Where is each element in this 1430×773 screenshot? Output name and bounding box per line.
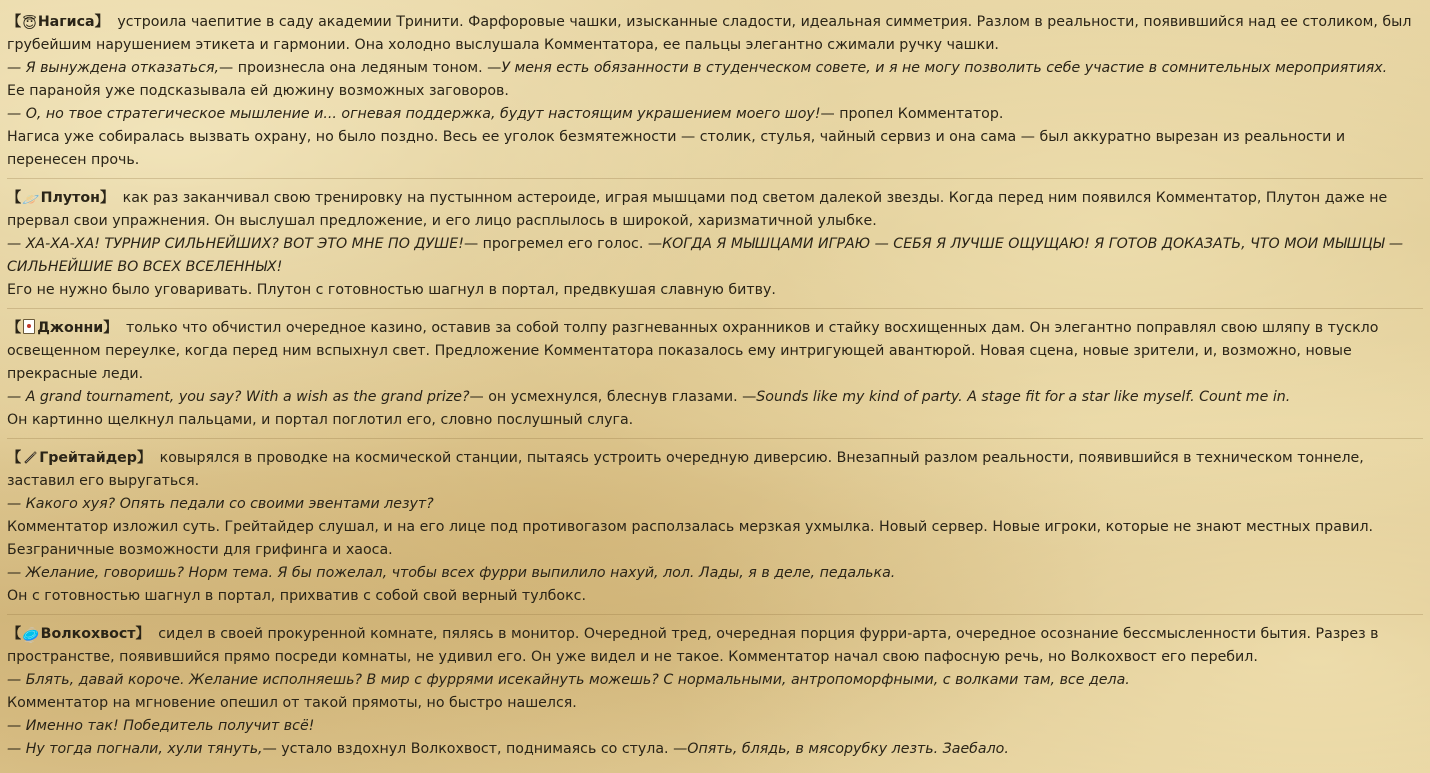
angel-face-icon: 😇: [22, 16, 37, 32]
section-volkohvost: [7, 623, 1423, 767]
character-heading: 【😇Нагиса】: [7, 14, 109, 32]
dialogue-line: — A grand tournament, you say? With a wish as the grand prize?— он усмехнулся, блеснув глазами. —Sounds like my kind of party. A stage fit for a star like myself. Count me in.: [7, 389, 1291, 405]
dialogue-line: — Ну тогда погнали, хули тянуть,— устало вздохнул Волкохвост, поднимаясь со стула. —Опять, блядь, в мясорубку лезть. Заебало.: [7, 741, 1009, 757]
dialogue-line: — Какого хуя? Опять педали со своими эвентами лезут?: [7, 496, 434, 512]
playing-card-icon: [23, 319, 35, 334]
narration-paragraph: Комментатор изложил суть. Грейтайдер слушал, и на его лице под противогазом расползалась мерзкая ухмылка. Новый сервер. Новые игроки, которые не знают местных правил. Безграничные возможности для грифинга и хаоса.: [7, 519, 1374, 558]
dialogue-line: — ХА-ХА-ХА! ТУРНИР СИЛЬНЕЙШИХ? ВОТ ЭТО МНЕ ПО ДУШЕ!— прогремел его голос. —КОГДА Я МЫШЦАМИ ИГРАЮ — СЕБЯ Я ЛУЧШЕ ОЩУЩАЮ! Я ГОТОВ ДОКАЗАТЬ, ЧТО МОИ МЫШЦЫ — СИЛЬНЕЙШИЕ ВО ВСЕХ ВСЕЛЕННЫХ!: [7, 236, 1404, 275]
ringed-planet-icon: 🪐: [22, 192, 40, 208]
flying-disc-icon: 🥏: [22, 628, 40, 644]
dialogue-line: — О, но твое стратегическое мышление и... огневая поддержка, будут настоящим украшением моего шоу!— пропел Комментатор.: [7, 106, 1004, 122]
character-heading: 【 Грейтайдер】: [7, 450, 152, 466]
intro-paragraph: 【 Грейтайдер】 ковырялся в проводке на космической станции, пытаясь устроить очередную диверсию. Внезапный разлом реальности, появившийся в техническом тоннеле, заставил его выругаться.: [7, 450, 1364, 489]
story-document: [7, 11, 1423, 767]
character-heading: 【🥏Волкохвост】: [7, 626, 150, 644]
narration-paragraph: Он с готовностью шагнул в портал, прихватив с собой свой верный тулбокс.: [7, 588, 586, 604]
section-johnny: [7, 317, 1423, 439]
narration-paragraph: Ее паранойя уже подсказывала ей дюжину возможных заговоров.: [7, 83, 509, 99]
section-pluto: [7, 187, 1423, 309]
narration-paragraph: Комментатор на мгновение опешил от такой прямоты, но быстро нашелся.: [7, 695, 577, 711]
dialogue-line: — Я вынуждена отказаться,— произнесла она ледяным тоном. —У меня есть обязанности в студенческом совете, и я не могу позволить себе участие в сомнительных мероприятиях.: [7, 60, 1388, 76]
narration-paragraph: Он картинно щелкнул пальцами, и портал поглотил его, словно послушный слуга.: [7, 412, 634, 428]
intro-paragraph: 【 Джонни】 только что обчистил очередное казино, оставив за собой толпу разгневанных охранников и стайку восхищенных дам. Он элегантно поправлял свою шляпу в тускло освещенном переулке, когда перед ним вспыхнул свет. Предложение Комментатора показалось ему интригующей авантюрой. Новая сцена, новые зрители, и, возможно, новые прекрасные леди.: [7, 320, 1379, 382]
intro-paragraph: 【🪐Плутон】 как раз заканчивал свою тренировку на пустынном астероиде, играя мышцами под светом далекой звезды. Когда перед ним появился Комментатор, Плутон даже не прервал свои упражнения. Он выслушал предложение, и его лицо расплылось в широкой, харизматичной улыбке.: [7, 190, 1388, 229]
intro-paragraph: 【😇Нагиса】 устроила чаепитие в саду академии Тринити. Фарфоровые чашки, изысканные сладости, идеальная симметрия. Разлом в реальности, появившийся над ее столиком, был грубейшим нарушением этикета и гармонии. Она холодно выслушала Комментатора, ее пальцы элегантно сжимали ручку чашки.: [7, 14, 1412, 53]
section-nagisa: [7, 11, 1423, 179]
character-heading: 【 Джонни】: [7, 320, 118, 336]
character-heading: 【🪐Плутон】: [7, 190, 115, 208]
dialogue-line: — Блять, давай короче. Желание исполняешь? В мир с фуррями исекайнуть можешь? С нормальными, антропоморфными, с волками там, все дела.: [7, 672, 1130, 688]
section-greytider: [7, 447, 1423, 615]
intro-paragraph: 【🥏Волкохвост】 сидел в своей прокуренной комнате, пялясь в монитор. Очередной тред, очередная порция фурри-арта, очередное осознание бессмысленности бытия. Разрез в пространстве, появившийся прямо посреди комнаты, не удивил его. Он уже видел и не такое. Комментатор начал свою пафосную речь, но Волкохвост его перебил.: [7, 626, 1379, 665]
narration-paragraph: Нагиса уже собиралась вызвать охрану, но было поздно. Весь ее уголок безмятежности — столик, стулья, чайный сервиз и она сама — был аккуратно вырезан из реальности и перенесен прочь.: [7, 129, 1346, 168]
narration-paragraph: Его не нужно было уговаривать. Плутон с готовностью шагнул в портал, предвкушая славную битву.: [7, 282, 776, 298]
screwdriver-icon: [23, 450, 37, 464]
dialogue-line: — Желание, говоришь? Норм тема. Я бы пожелал, чтобы всех фурри выпилило нахуй, лол. Лады, я в деле, педалька.: [7, 565, 896, 581]
dialogue-line: — Именно так! Победитель получит всё!: [7, 718, 315, 734]
